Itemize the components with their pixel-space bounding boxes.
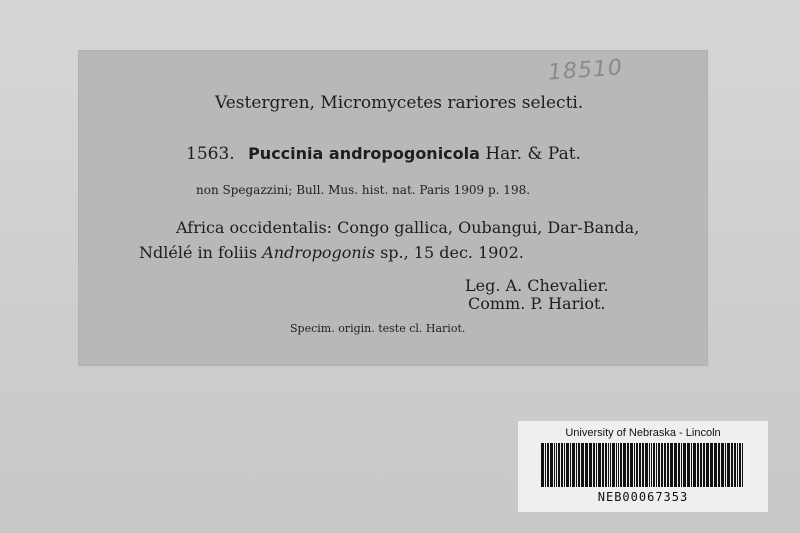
barcode-number: NEB00067353	[597, 490, 689, 504]
species-authority: Har. & Pat.	[485, 144, 581, 164]
species-name: Puccinia andropogonicola	[248, 144, 480, 163]
communicator-line: Comm. P. Hariot.	[468, 294, 606, 313]
reference-line: non Spegazzini; Bull. Mus. hist. nat. Paris 1909 p. 198.	[196, 183, 531, 197]
collector-line: Leg. A. Chevalier.	[465, 276, 609, 295]
exsiccata-number: 1563.	[186, 144, 235, 164]
specimen-note: Specim. origin. teste cl. Hariot.	[290, 322, 466, 335]
host-genus: Andropogonis	[262, 243, 375, 262]
species-line	[186, 144, 581, 164]
host-line	[139, 243, 524, 262]
series-title: Vestergren, Micromycetes rariores selecti.	[215, 93, 584, 113]
handwritten-annotation: 18510	[547, 55, 624, 86]
host-line-pre: Ndlélé in foliis	[139, 243, 263, 262]
barcode-label	[518, 421, 768, 512]
institution-name: University of Nebraska - Lincoln	[565, 427, 721, 439]
host-line-post: sp., 15 dec. 1902.	[374, 243, 524, 262]
barcode-graphic	[541, 443, 745, 487]
locality-line: Africa occidentalis: Congo gallica, Oubangui, Dar-Banda,	[176, 218, 640, 237]
